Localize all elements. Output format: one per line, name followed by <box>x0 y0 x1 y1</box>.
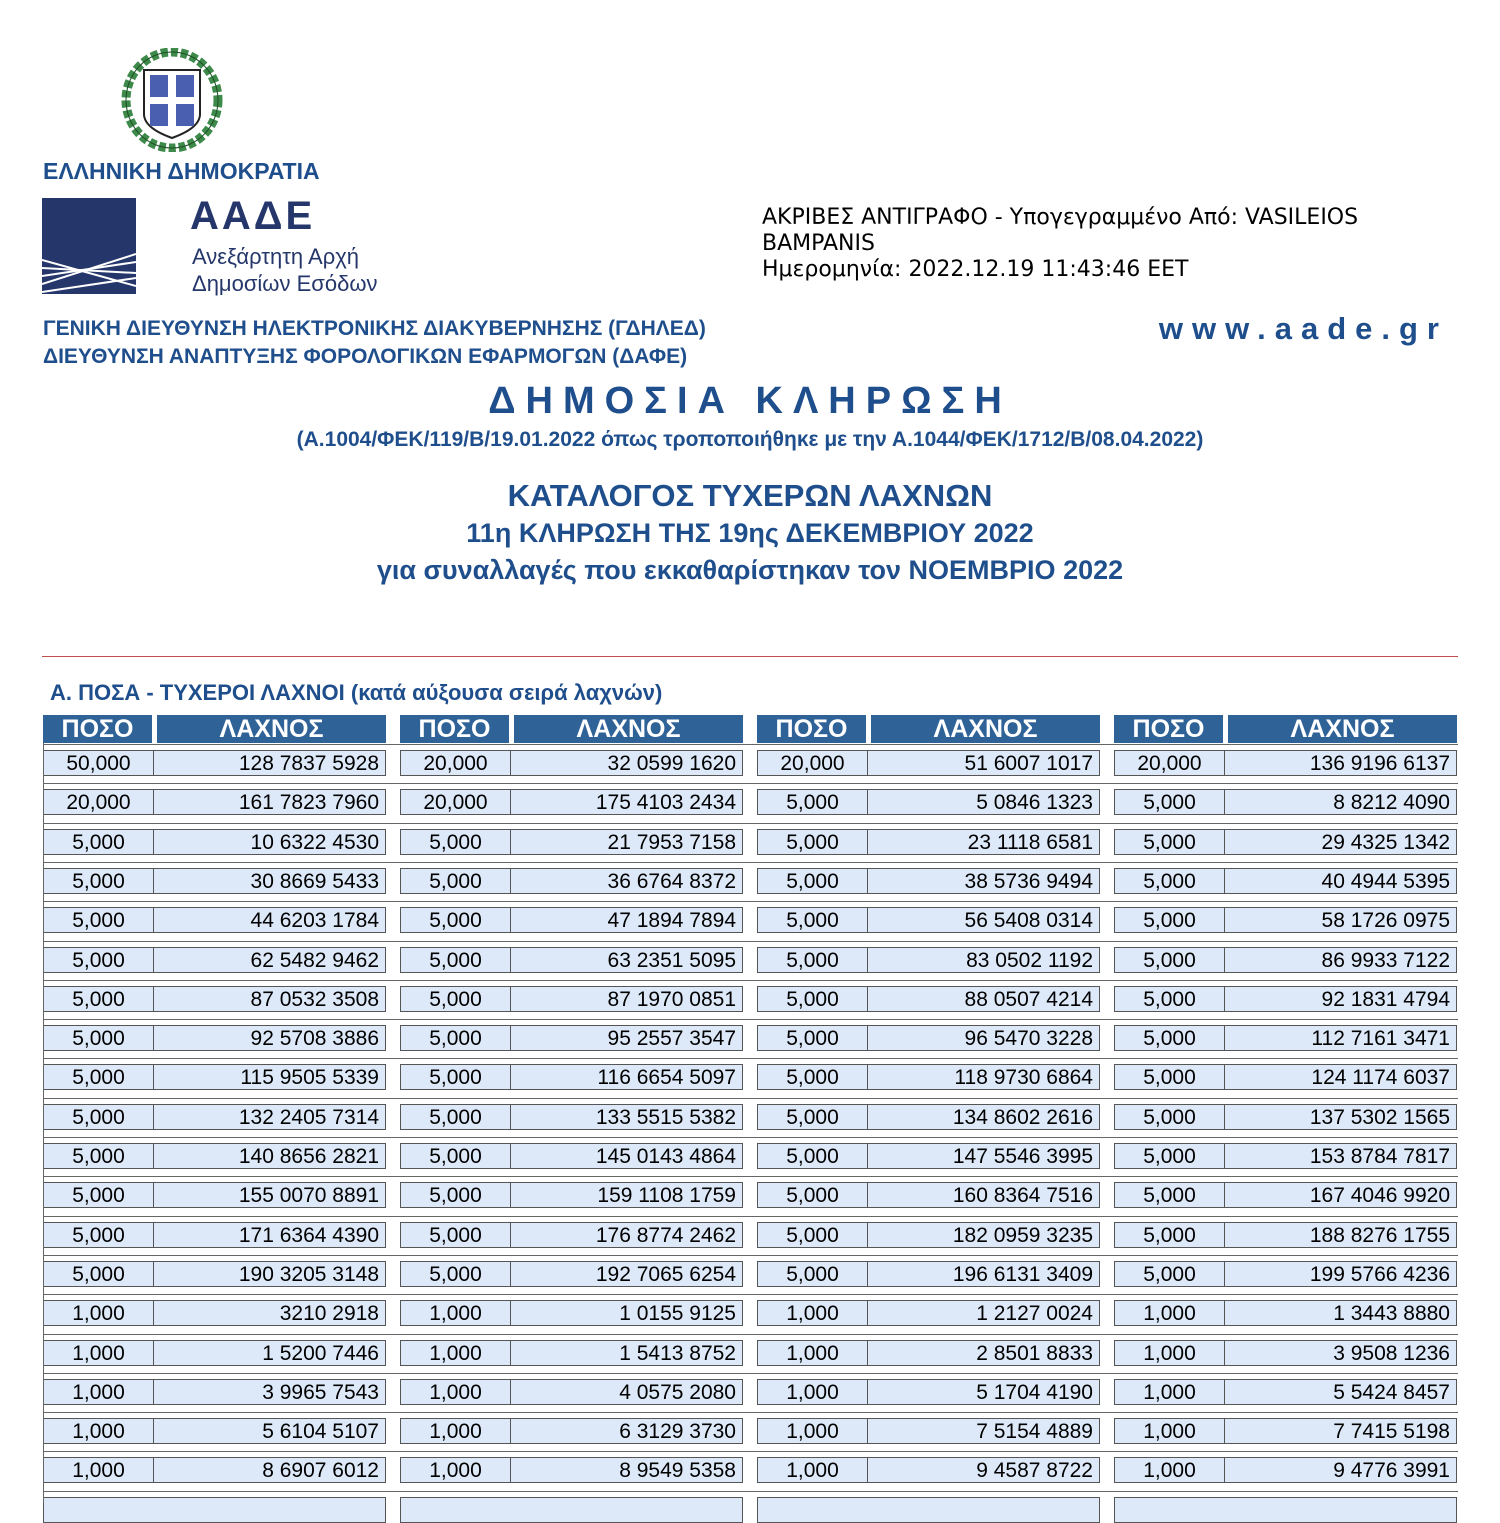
ticket-number: 128 7837 5928 <box>153 750 386 776</box>
ticket-number: 118 9730 6864 <box>867 1064 1100 1090</box>
ticket-number: 32 0599 1620 <box>510 750 743 776</box>
ticket-number: 133 5515 5382 <box>510 1104 743 1130</box>
ticket-number: 10 6322 4530 <box>153 829 386 855</box>
prize-amount: 5,000 <box>400 1261 511 1287</box>
ticket-number: 112 7161 3471 <box>1224 1025 1457 1051</box>
prize-amount: 1,000 <box>757 1340 868 1366</box>
ticket-number: 3 9508 1236 <box>1224 1340 1457 1366</box>
prize-amount: 5,000 <box>400 947 511 973</box>
prize-amount: 5,000 <box>757 1025 868 1051</box>
ticket-number: 96 5470 3228 <box>867 1025 1100 1051</box>
prize-amount: 5,000 <box>1114 1182 1225 1208</box>
ticket-number: 145 0143 4864 <box>510 1143 743 1169</box>
prize-amount: 1,000 <box>757 1418 868 1444</box>
ticket-number: 124 1174 6037 <box>1224 1064 1457 1090</box>
prize-amount: 1,000 <box>757 1457 868 1483</box>
prize-amount: 5,000 <box>757 1104 868 1130</box>
ticket-number: 4 0575 2080 <box>510 1379 743 1405</box>
ticket-number: 63 2351 5095 <box>510 947 743 973</box>
prize-amount: 5,000 <box>757 907 868 933</box>
prize-amount: 5,000 <box>1114 1025 1225 1051</box>
ticket-number: 7 5154 4889 <box>867 1418 1100 1444</box>
prize-amount: 5,000 <box>1114 1222 1225 1248</box>
prize-amount: 5,000 <box>43 947 154 973</box>
prize-amount: 5,000 <box>1114 986 1225 1012</box>
ticket-number: 87 1970 0851 <box>510 986 743 1012</box>
ticket-number: 2 8501 8833 <box>867 1340 1100 1366</box>
prize-amount: 5,000 <box>400 1025 511 1051</box>
prize-amount: 5,000 <box>400 1222 511 1248</box>
ticket-number: 196 6131 3409 <box>867 1261 1100 1287</box>
prize-amount: 1,000 <box>1114 1457 1225 1483</box>
prize-amount: 5,000 <box>1114 1064 1225 1090</box>
ticket-number: 30 8669 5433 <box>153 868 386 894</box>
ticket-number: 1 0155 9125 <box>510 1300 743 1326</box>
prize-amount: 20,000 <box>400 789 511 815</box>
prize-amount: 5,000 <box>757 947 868 973</box>
row-separator <box>43 1176 1458 1177</box>
aade-logo-mark-icon <box>42 198 136 294</box>
signature-line: ΑΚΡΙΒΕΣ ΑΝΤΙΓΡΑΦΟ - Υπογεγραμμένο Από: VASILEIOS <box>762 205 1359 230</box>
ticket-number: 140 8656 2821 <box>153 1143 386 1169</box>
prize-amount: 1,000 <box>43 1300 154 1326</box>
row-separator <box>43 1098 1458 1099</box>
table-border <box>43 743 44 1503</box>
ticket-number: 1 5200 7446 <box>153 1340 386 1366</box>
prize-amount: 5,000 <box>43 1222 154 1248</box>
ticket-number: 3210 2918 <box>153 1300 386 1326</box>
ticket-number: 9 4587 8722 <box>867 1457 1100 1483</box>
ticket-number: 21 7953 7158 <box>510 829 743 855</box>
aade-acronym: ΑΑΔΕ <box>190 194 316 238</box>
prize-amount: 5,000 <box>757 986 868 1012</box>
prize-amount: 1,000 <box>757 1300 868 1326</box>
signature-line: BAMPANIS <box>762 231 875 256</box>
prize-amount: 5,000 <box>43 1182 154 1208</box>
row-separator <box>43 783 1458 784</box>
column-header-amount: ΠΟΣΟ <box>43 715 152 743</box>
ticket-number: 167 4046 9920 <box>1224 1182 1457 1208</box>
prize-amount: 5,000 <box>400 1182 511 1208</box>
ticket-number: 95 2557 3547 <box>510 1025 743 1051</box>
prize-amount: 1,000 <box>1114 1379 1225 1405</box>
prize-amount: 5,000 <box>43 829 154 855</box>
prize-amount: 5,000 <box>1114 829 1225 855</box>
draw-subtitle: 11η ΚΛΗΡΩΣΗ ΤΗΣ 19ης ΔΕΚΕΜΒΡΙΟΥ 2022 <box>466 518 1034 548</box>
ticket-number: 8 8212 4090 <box>1224 789 1457 815</box>
prize-amount: 5,000 <box>1114 868 1225 894</box>
ticket-number: 134 8602 2616 <box>867 1104 1100 1130</box>
row-separator <box>43 901 1458 902</box>
ticket-number: 40 4944 5395 <box>1224 868 1457 894</box>
ticket-number: 36 6764 8372 <box>510 868 743 894</box>
prize-amount: 5,000 <box>43 1025 154 1051</box>
ticket-number: 5 0846 1323 <box>867 789 1100 815</box>
document-title: ΔΗΜΟΣΙΑ ΚΛΗΡΩΣΗ <box>488 380 1012 422</box>
row-separator <box>43 941 1458 942</box>
ticket-number: 38 5736 9494 <box>867 868 1100 894</box>
ticket-number: 115 9505 5339 <box>153 1064 386 1090</box>
ticket-number: 147 5546 3995 <box>867 1143 1100 1169</box>
ticket-number: 9 4776 3991 <box>1224 1457 1457 1483</box>
prize-amount: 5,000 <box>400 1104 511 1130</box>
prize-amount: 50,000 <box>43 750 154 776</box>
ticket-number: 182 0959 3235 <box>867 1222 1100 1248</box>
ticket-number: 47 1894 7894 <box>510 907 743 933</box>
digital-signature <box>762 205 1358 283</box>
ticket-number: 171 6364 4390 <box>153 1222 386 1248</box>
legal-reference: (Α.1004/ΦΕΚ/119/Β/19.01.2022 όπως τροποποιήθηκε με την Α.1044/ΦΕΚ/1712/Β/08.04.2022) <box>296 428 1204 451</box>
prize-amount: 5,000 <box>757 1064 868 1090</box>
prize-amount: 1,000 <box>400 1300 511 1326</box>
divider <box>42 656 1458 657</box>
row-separator <box>43 1255 1458 1256</box>
transactions-subtitle: για συναλλαγές που εκκαθαρίστηκαν τον ΝΟΕΜΒΡΙΟ 2022 <box>376 555 1124 585</box>
ticket-number: 8 6907 6012 <box>153 1457 386 1483</box>
prize-amount: 1,000 <box>400 1418 511 1444</box>
ticket-number: 44 6203 1784 <box>153 907 386 933</box>
prize-amount: 5,000 <box>757 1261 868 1287</box>
row-separator <box>43 1216 1458 1217</box>
prize-amount: 5,000 <box>43 1064 154 1090</box>
greek-coat-of-arms-emblem <box>120 48 224 152</box>
prize-amount: 5,000 <box>400 829 511 855</box>
prize-amount: 1,000 <box>43 1457 154 1483</box>
ticket-number: 86 9933 7122 <box>1224 947 1457 973</box>
prize-amount: 1,000 <box>400 1379 511 1405</box>
ticket-number: 159 1108 1759 <box>510 1182 743 1208</box>
section-title-text: Α. ΠΟΣΑ - ΤΥΧΕΡΟΙ ΛΑΧΝΟΙ <box>50 680 345 705</box>
column-header-amount: ΠΟΣΟ <box>400 715 509 743</box>
government-name: ΕΛΛΗΝΙΚΗ ΔΗΜΟΚΡΑΤΙΑ <box>43 158 320 184</box>
column-header-amount: ΠΟΣΟ <box>757 715 866 743</box>
column-header-ticket: ΛΑΧΝΟΣ <box>157 715 386 743</box>
prize-amount: 5,000 <box>1114 789 1225 815</box>
table-cell-partial <box>400 1497 743 1523</box>
section-title <box>50 680 662 706</box>
prize-amount: 5,000 <box>400 986 511 1012</box>
ticket-number: 5 1704 4190 <box>867 1379 1100 1405</box>
ticket-number: 3 9965 7543 <box>153 1379 386 1405</box>
prize-amount: 5,000 <box>400 1143 511 1169</box>
ticket-number: 199 5766 4236 <box>1224 1261 1457 1287</box>
ticket-number: 5 5424 8457 <box>1224 1379 1457 1405</box>
ticket-number: 116 6654 5097 <box>510 1064 743 1090</box>
ticket-number: 88 0507 4214 <box>867 986 1100 1012</box>
ticket-number: 6 3129 3730 <box>510 1418 743 1444</box>
prize-amount: 5,000 <box>400 868 511 894</box>
row-separator <box>43 1373 1458 1374</box>
row-separator <box>43 1491 1458 1492</box>
table-cell-partial <box>757 1497 1100 1523</box>
row-separator <box>43 1058 1458 1059</box>
prize-amount: 5,000 <box>757 868 868 894</box>
ticket-number: 161 7823 7960 <box>153 789 386 815</box>
ticket-number: 153 8784 7817 <box>1224 1143 1457 1169</box>
column-header-ticket: ΛΑΧΝΟΣ <box>514 715 743 743</box>
signature-date: Ημερομηνία: 2022.12.19 11:43:46 EET <box>762 257 1189 282</box>
prize-amount: 5,000 <box>43 907 154 933</box>
row-separator <box>43 823 1458 824</box>
ticket-number: 83 0502 1192 <box>867 947 1100 973</box>
prize-amount: 5,000 <box>1114 1261 1225 1287</box>
row-separator <box>43 980 1458 981</box>
ticket-number: 58 1726 0975 <box>1224 907 1457 933</box>
ticket-number: 1 3443 8880 <box>1224 1300 1457 1326</box>
row-separator <box>43 1334 1458 1335</box>
ticket-number: 192 7065 6254 <box>510 1261 743 1287</box>
prize-amount: 1,000 <box>400 1340 511 1366</box>
prize-amount: 5,000 <box>400 907 511 933</box>
prize-amount: 5,000 <box>1114 1143 1225 1169</box>
ticket-number: 188 8276 1755 <box>1224 1222 1457 1248</box>
row-separator <box>43 1294 1458 1295</box>
prize-amount: 1,000 <box>757 1379 868 1405</box>
prize-amount: 5,000 <box>1114 947 1225 973</box>
prize-amount: 20,000 <box>400 750 511 776</box>
ticket-number: 87 0532 3508 <box>153 986 386 1012</box>
ticket-number: 7 7415 5198 <box>1224 1418 1457 1444</box>
ticket-number: 29 4325 1342 <box>1224 829 1457 855</box>
section-subtitle: (κατά αύξουσα σειρά λαχνών) <box>350 680 663 705</box>
prize-amount: 1,000 <box>43 1340 154 1366</box>
prize-amount: 5,000 <box>757 829 868 855</box>
general-directorate: ΓΕΝΙΚΗ ΔΙΕΥΘΥΝΣΗ ΗΛΕΚΤΡΟΝΙΚΗΣ ΔΙΑΚΥΒΕΡΝΗΣΗΣ (ΓΔΗΛΕΔ) <box>43 317 706 340</box>
ticket-number: 137 5302 1565 <box>1224 1104 1457 1130</box>
prize-amount: 1,000 <box>43 1418 154 1444</box>
row-separator <box>43 1412 1458 1413</box>
prize-amount: 5,000 <box>757 1143 868 1169</box>
prize-amount: 5,000 <box>43 1104 154 1130</box>
ticket-number: 176 8774 2462 <box>510 1222 743 1248</box>
ticket-number: 8 9549 5358 <box>510 1457 743 1483</box>
prize-amount: 1,000 <box>1114 1340 1225 1366</box>
prize-amount: 5,000 <box>400 1064 511 1090</box>
prize-amount: 20,000 <box>43 789 154 815</box>
prize-amount: 1,000 <box>1114 1300 1225 1326</box>
prize-amount: 20,000 <box>757 750 868 776</box>
ticket-number: 5 6104 5107 <box>153 1418 386 1444</box>
prize-amount: 1,000 <box>1114 1418 1225 1444</box>
ticket-number: 23 1118 6581 <box>867 829 1100 855</box>
ticket-number: 175 4103 2434 <box>510 789 743 815</box>
prize-amount: 5,000 <box>43 868 154 894</box>
ticket-number: 1 2127 0024 <box>867 1300 1100 1326</box>
row-separator <box>43 1137 1458 1138</box>
table-cell-partial <box>1114 1497 1457 1523</box>
prize-amount: 5,000 <box>757 789 868 815</box>
ticket-number: 155 0070 8891 <box>153 1182 386 1208</box>
column-header-amount: ΠΟΣΟ <box>1114 715 1223 743</box>
ticket-number: 136 9196 6137 <box>1224 750 1457 776</box>
prize-amount: 1,000 <box>400 1457 511 1483</box>
prize-amount: 20,000 <box>1114 750 1225 776</box>
row-separator <box>43 1451 1458 1452</box>
ticket-number: 92 5708 3886 <box>153 1025 386 1051</box>
ticket-number: 62 5482 9462 <box>153 947 386 973</box>
ticket-number: 1 5413 8752 <box>510 1340 743 1366</box>
prize-amount: 5,000 <box>757 1222 868 1248</box>
directorate: ΔΙΕΥΘΥΝΣΗ ΑΝΑΠΤΥΞΗΣ ΦΟΡΟΛΟΓΙΚΩΝ ΕΦΑΡΜΟΓΩΝ (ΔΑΦΕ) <box>43 345 688 368</box>
column-header-ticket: ΛΑΧΝΟΣ <box>1228 715 1457 743</box>
ticket-number: 56 5408 0314 <box>867 907 1100 933</box>
catalog-title: ΚΑΤΑΛΟΓΟΣ ΤΥΧΕΡΩΝ ΛΑΧΝΩΝ <box>507 478 993 513</box>
website-link[interactable]: www.aade.gr <box>1158 311 1448 346</box>
row-separator <box>43 1019 1458 1020</box>
aade-logo <box>42 194 394 298</box>
row-separator <box>43 862 1458 863</box>
prize-amount: 5,000 <box>43 1143 154 1169</box>
prize-amount: 5,000 <box>757 1182 868 1208</box>
prize-amount: 5,000 <box>43 1261 154 1287</box>
aade-name-line2: Δημοσίων Εσόδων <box>192 271 378 296</box>
prize-amount: 5,000 <box>43 986 154 1012</box>
prize-amount: 1,000 <box>43 1379 154 1405</box>
ticket-number: 132 2405 7314 <box>153 1104 386 1130</box>
ticket-number: 92 1831 4794 <box>1224 986 1457 1012</box>
ticket-number: 190 3205 3148 <box>153 1261 386 1287</box>
prize-amount: 5,000 <box>1114 1104 1225 1130</box>
table-cell-partial <box>43 1497 386 1523</box>
prize-amount: 5,000 <box>1114 907 1225 933</box>
column-header-ticket: ΛΑΧΝΟΣ <box>871 715 1100 743</box>
row-separator <box>43 744 1458 745</box>
aade-name-line1: Ανεξάρτητη Αρχή <box>192 244 359 269</box>
ticket-number: 160 8364 7516 <box>867 1182 1100 1208</box>
ticket-number: 51 6007 1017 <box>867 750 1100 776</box>
